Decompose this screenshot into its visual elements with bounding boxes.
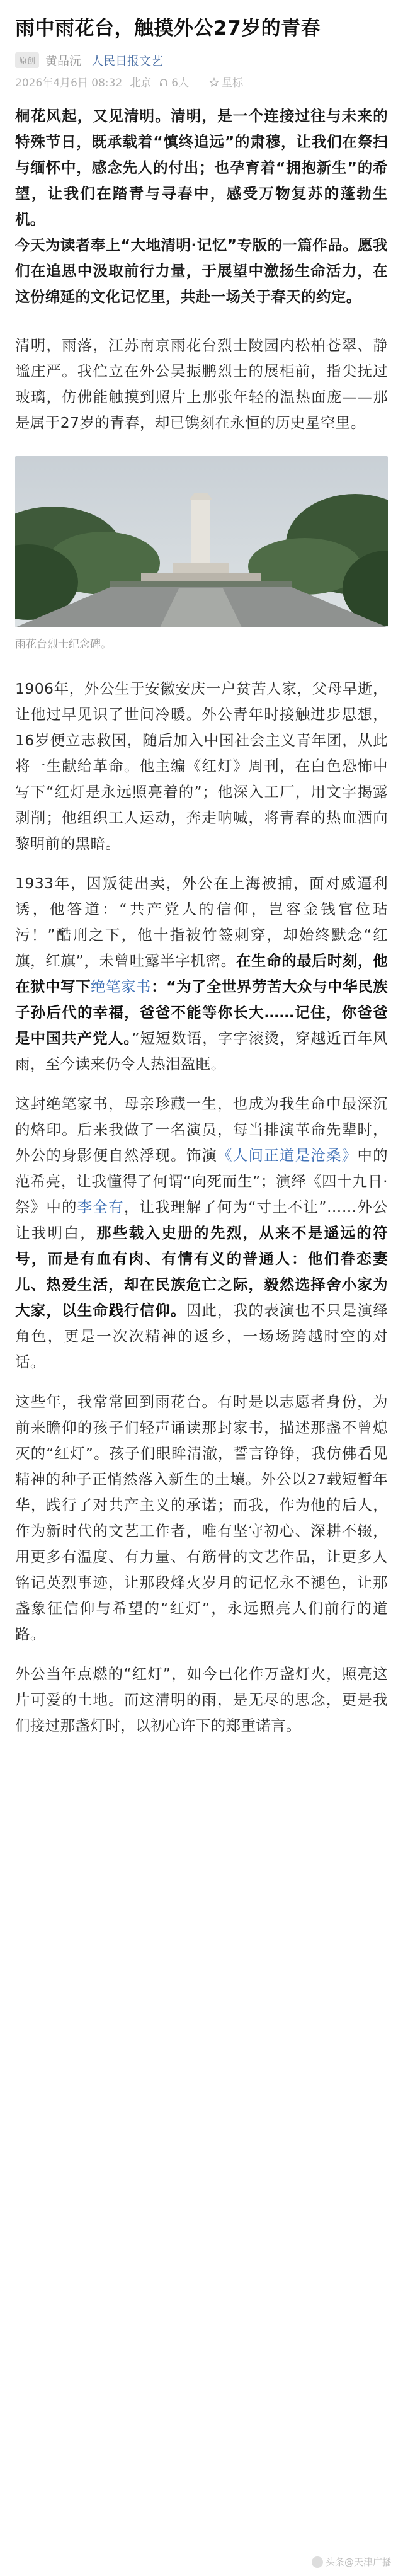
farewell-letter-link[interactable]: 绝笔家书: [91, 978, 152, 995]
reader-count: [159, 74, 196, 89]
body-paragraph-3-text-a: 1933年，因叛徒出卖，外公在上海被捕，面对威逼利诱，他答道：“共产党人的信仰，岂容金钱官位玷污！”酷刑之下，他十指被竹签刺穿，却始终默念“红旗，红旗”，未曾吐露半字机密。: [15, 874, 388, 970]
body-paragraph-3-text-b: ”短短数语，字字滚烫，穿越近百年风雨，至今读来仍令人热泪盈眶。: [15, 1029, 388, 1073]
photo-caption: 雨花台烈士纪念碑。: [15, 638, 111, 651]
star-label: 星标: [222, 77, 244, 89]
drama-title-link[interactable]: 《人间正道是沧桑》: [217, 1147, 358, 1164]
article-title: 雨中雨花台，触摸外公27岁的青春: [15, 17, 321, 40]
headphone-icon: [159, 77, 169, 88]
body-paragraph-3-bold-b: ：“为了全世界劳苦大众与中华民族子孙后代的幸福，爸爸不能等你长大……记住，你爸爸是中国共产党人。: [15, 978, 388, 1047]
author-row: [15, 52, 388, 69]
star-button[interactable]: [209, 74, 251, 89]
body-paragraph-4-text-b: 中的范希亮，让我懂得了何谓“向死而生”；演绎《四十九日·祭》中的: [15, 1147, 388, 1216]
body-paragraph-4-text-d: 因此，我的表演也不只是演绎角色，更是一次次精神的返乡，一场场跨越时空的对话。: [15, 1302, 388, 1371]
monument-photo: [15, 456, 388, 627]
body-paragraph-4-bold: 那些载入史册的先烈，从来不是遥远的符号，而是有血有肉、有情有义的普通人：他们眷恋妻儿、热爱生活，却在民族危亡之际，毅然选择舍小家为大家，以生命践行信仰。: [15, 1224, 389, 1319]
lead-section: [15, 103, 388, 310]
body-paragraph-3: [15, 871, 388, 1077]
lead-paragraph-2: 今天为读者奉上“大地清明·记忆”专版的一篇作品。愿我们在追思中汲取前行力量，于展望中激扬生命活力，在这份绵延的文化记忆里，共赴一场关于春天的约定。: [15, 236, 388, 306]
source-account-link[interactable]: 人民日报文艺: [91, 54, 164, 68]
platform-watermark: [312, 2555, 392, 2568]
body-paragraph-3-bold-a: 在生命的最后时刻，他在狱中写下: [15, 952, 388, 995]
monument-photo-drawing: [15, 456, 388, 627]
body-paragraph-4-text-a: 这封绝笔家书，母亲珍藏一生，也成为我生命中最深沉的烙印。后来我做了一名演员，每当排演革命先辈时，外公的身影便自然浮现。饰演: [15, 1095, 388, 1164]
star-icon: [209, 77, 219, 88]
publish-date: 2026年4月6日 08:32: [15, 77, 123, 89]
original-badge: 原创: [15, 52, 39, 68]
body-paragraph-4: [15, 1091, 388, 1375]
watermark-text: 头条@天津广播: [325, 2556, 392, 2568]
author-name[interactable]: 黄品沅: [45, 54, 82, 68]
body-paragraph-5: 这些年，我常常回到雨花台。有时是以志愿者身份，为前来瞻仰的孩子们轻声诵读那封家书，描述那盏不曾熄灭的“红灯”。孩子们眼眸清澈，誓言铮铮，我仿佛看见精神的种子正悄然落入新生的土壤。外公以27载短暂年华，践行了对共产主义的承诺；而我，作为他的后人，作为新时代的文艺工作者，唯有坚守初心、深耕不辍，用更多有温度、有力量、有筋骨的文艺作品，让更多人铭记英烈事迹，让那段烽火岁月的记忆永不褪色，让那盏象征信仰与希望的“红灯”，永远照亮人们前行的道路。: [15, 1393, 388, 1643]
body-paragraph-4-text-c: ，让我理解了何为“寸土不让”……外公让我明白，: [15, 1198, 388, 1242]
body-paragraph-1: 清明，雨落，江苏南京雨花台烈士陵园内松柏苍翠、静谧庄严。我伫立在外公吴振鹏烈士的展柜前，指尖抚过玻璃，仿佛能触摸到照片上那张年轻的温热面庞——那是属于27岁的青春，却已镌刻在永恒的历史星空里。: [15, 336, 388, 432]
lead-paragraph-1: 桐花风起，又见清明。清明，是一个连接过往与未来的特殊节日，既承载着“慎终追远”的肃穆，让我们在祭扫与缅怀中，感念先人的付出；也孕育着“拥抱新生”的希望，让我们在踏青与寻春中，感受万物复苏的蓬勃生机。: [15, 107, 388, 228]
watermark-logo-icon: [312, 2556, 323, 2568]
role-name-link[interactable]: 李全有: [77, 1198, 124, 1216]
body-paragraph-6: 外公当年点燃的“红灯”，如今已化作万盏灯火，照亮这片可爱的土地。而这清明的雨，是无尽的思念，更是我们接过那盏灯时，以初心许下的郑重诺言。: [15, 1665, 388, 1734]
body-paragraph-2: 1906年，外公生于安徽安庆一户贫苦人家，父母早逝，让他过早见识了世间冷暖。外公青年时接触进步思想，16岁便立志救国，随后加入中国社会主义青年团，从此将一生献给革命。他主编《红灯》周刊，在白色恐怖中写下“红灯是永远照亮着的”；他深入工厂，用文字揭露剥削；他组织工人运动，奔走呐喊，将青春的热血洒向黎明前的黑暗。: [15, 680, 388, 852]
publish-location: 北京: [130, 77, 152, 89]
meta-row: [15, 74, 388, 89]
reader-count-value: 6人: [171, 77, 190, 89]
